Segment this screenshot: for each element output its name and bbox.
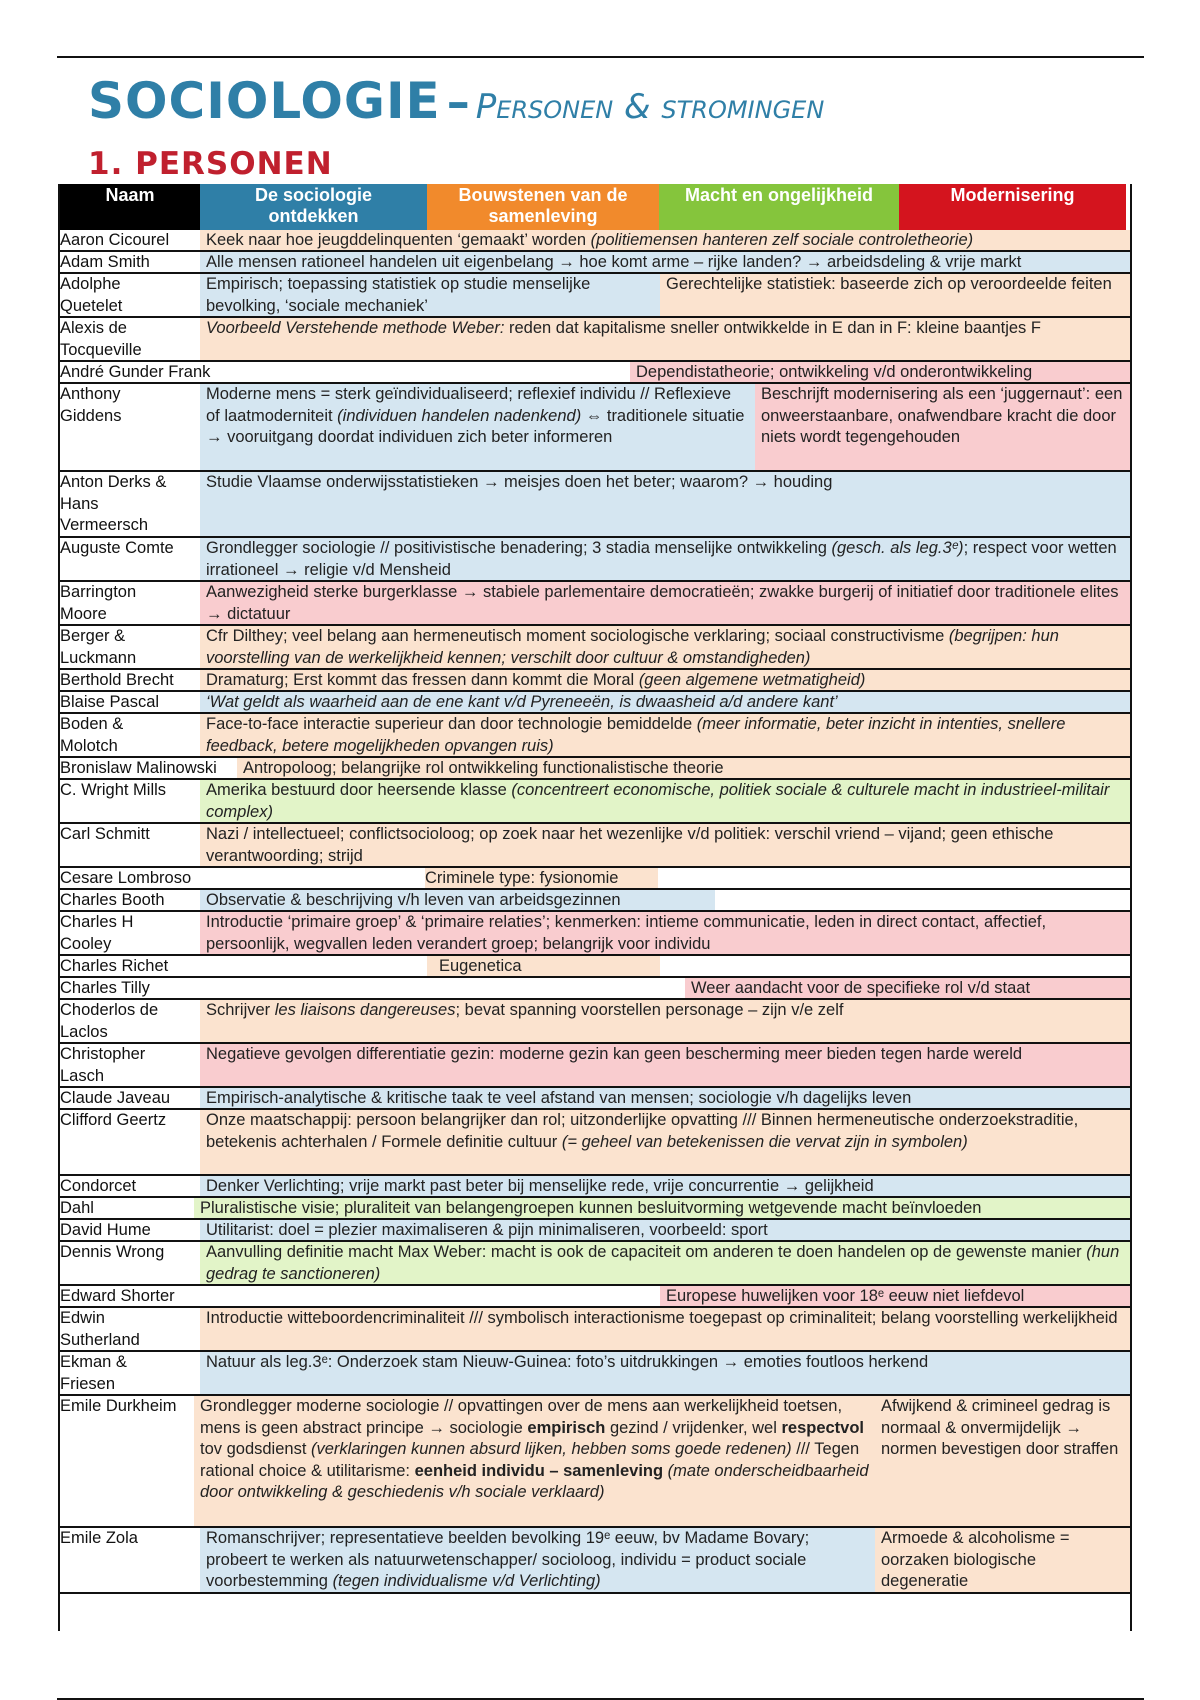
row-cell xyxy=(200,714,1130,756)
cell-text: Empirisch-analytische & kritische taak te veel afstand van mensen; sociologie v/h dagelijks leven xyxy=(206,1089,912,1107)
table-header xyxy=(60,184,1130,230)
header-macht: Macht en ongelijkheid xyxy=(659,184,899,230)
cell-text: Dramaturg; Erst kommt das fressen dann kommt die Moral xyxy=(206,671,639,689)
cell-text: ⇔ traditionele situatie → vooruitgang doordat individuen zich beter informeren xyxy=(206,406,745,446)
table-row xyxy=(60,1220,1130,1242)
cell-text: Beschrijft modernisering als een ‘juggernaut’: een onweerstaanbare, onafwendbare kracht die door niets wordt tegengehouden xyxy=(761,385,1123,446)
table-row xyxy=(60,1242,1130,1286)
row-cell xyxy=(200,230,1130,250)
table-row xyxy=(60,538,1130,582)
cell-text: Introductie ‘primaire groep’ & ‘primaire relaties’; kenmerken: intieme communicatie, leden in direct contact, affectief, persoonlijk, wegvallen leden verandert groep; belangrijk voor individu xyxy=(206,913,1047,953)
cell-text: (mate onderscheidbaarheid door ontwikkeling & geschiedenis v/h sociale verklaard) xyxy=(200,1461,869,1501)
table-row xyxy=(60,384,1130,472)
cell-text: Eugenetica xyxy=(439,957,522,975)
row-cell xyxy=(630,362,1130,382)
cell-text: tov godsdienst xyxy=(200,1440,311,1458)
table-row xyxy=(60,956,1130,978)
table-row xyxy=(60,780,1130,824)
cell-text: Antropoloog; belangrijke rol ontwikkeling functionalistische theorie xyxy=(243,759,724,777)
person-name: Emile Zola xyxy=(60,1528,200,1592)
cell-text: Schrijver xyxy=(206,1001,275,1019)
table-row xyxy=(60,274,1130,318)
row-cell xyxy=(200,1044,1130,1086)
table-row xyxy=(60,1396,1130,1528)
cell-text: empirisch xyxy=(527,1418,606,1437)
table-row xyxy=(60,252,1130,274)
title-main: SOCIOLOGIE xyxy=(88,72,441,130)
cell-text: Negatieve gevolgen differentiatie gezin: moderne gezin kan geen bescherming meer bieden tegen harde wereld xyxy=(206,1045,1023,1063)
cell-text: Dependistatheorie; ontwikkeling v/d onderontwikkeling xyxy=(636,363,1033,381)
row-cell xyxy=(755,384,1130,470)
cell-text: eenheid individu – samenleving xyxy=(414,1461,664,1480)
person-name: Bronislaw Malinowski xyxy=(60,758,237,778)
person-name: Dennis Wrong xyxy=(60,1242,200,1284)
page-title xyxy=(88,72,824,130)
row-cell xyxy=(200,780,1130,822)
cell-text: Europese huwelijken voor 18ᵉ eeuw niet liefdevol xyxy=(666,1287,1025,1305)
person-name: David Hume xyxy=(60,1220,200,1240)
person-name: Blaise Pascal xyxy=(60,692,200,712)
cell-text: Amerika bestuurd door heersende klasse xyxy=(206,781,512,799)
person-name: Ekman & Friesen xyxy=(60,1352,200,1394)
row-cell xyxy=(200,912,1130,954)
table-row xyxy=(60,582,1130,626)
person-name: Christopher Lasch xyxy=(60,1044,200,1086)
cell-text: (begrijpen: hun voorstelling van de werkelijkheid kennen; verschilt door cultuur & omstandigheden) xyxy=(206,627,1059,667)
table-row xyxy=(60,1528,1130,1594)
person-name: Claude Javeau xyxy=(60,1088,200,1108)
header-bouwstenen: Bouwstenen van de samenleving xyxy=(427,184,659,230)
table-row xyxy=(60,1088,1130,1110)
person-name: Berger & Luckmann xyxy=(60,626,200,668)
cell-text: (hun gedrag te sanctioneren) xyxy=(206,1243,1120,1283)
cell-text: (politiemensen hanteren zelf sociale controletheorie) xyxy=(590,231,974,249)
table-row xyxy=(60,868,1130,890)
table-row xyxy=(60,1044,1130,1088)
row-cell xyxy=(200,1110,1130,1174)
table-row xyxy=(60,758,1130,780)
person-name: Berthold Brecht xyxy=(60,670,200,690)
person-name: Adam Smith xyxy=(60,252,200,272)
row-cell xyxy=(660,274,1130,316)
row-cell xyxy=(194,1396,875,1526)
row-cell xyxy=(200,1352,1130,1394)
cell-text: (concentreert economische, politiek sociale & culturele macht in industrieel-militair complex) xyxy=(206,781,1110,821)
table-row xyxy=(60,890,1130,912)
cell-text: Observatie & beschrijving v/h leven van arbeidsgezinnen xyxy=(206,891,621,909)
row-cell xyxy=(200,824,1130,866)
table-row xyxy=(60,626,1130,670)
table-row xyxy=(60,1110,1130,1176)
cell-text: Denker Verlichting; vrije markt past beter bij menselijke rede, vrije concurrentie → gelijkheid xyxy=(206,1177,874,1195)
table-row xyxy=(60,362,1130,384)
persons-table xyxy=(58,184,1132,1631)
header-naam: Naam xyxy=(60,184,200,230)
header-modernisering: Modernisering xyxy=(899,184,1126,230)
cell-text: Studie Vlaamse onderwijsstatistieken → meisjes doen het beter; waarom? → houding xyxy=(206,473,833,491)
cell-text: (geen algemene wetmatigheid) xyxy=(638,671,866,689)
person-name: Carl Schmitt xyxy=(60,824,200,866)
cell-text: Natuur als leg.3ᵉ: Onderzoek stam Nieuw-Guinea: foto’s uitdrukkingen → emoties foutloos herkend xyxy=(206,1353,929,1371)
cell-text: Criminele type: fysionomie xyxy=(425,869,619,887)
person-name: Boden & Molotch xyxy=(60,714,200,756)
row-cell xyxy=(237,758,1130,778)
table-row xyxy=(60,1286,1130,1308)
cell-text: Romanschrijver; representatieve beelden bevolking 19ᵉ eeuw, bv Madame Bovary; probeert te werken als natuurwetenschapper/ socioloog, individu = product sociale voorbestemming xyxy=(206,1529,810,1590)
row-cell xyxy=(200,626,1130,668)
table-row xyxy=(60,472,1130,538)
person-name: Charles H Cooley xyxy=(60,912,200,954)
cell-text: les liaisons dangereuses xyxy=(274,1001,456,1019)
person-name: Edwin Sutherland xyxy=(60,1308,200,1350)
row-cell xyxy=(200,890,715,910)
row-cell xyxy=(200,1176,1130,1196)
top-rule xyxy=(57,56,1144,58)
row-cell xyxy=(200,274,660,316)
cell-text: reden dat kapitalisme sneller ontwikkelde in E dan in F: kleine baantjes F xyxy=(504,319,1041,337)
table-row xyxy=(60,230,1130,252)
cell-text: Gerechtelijke statistiek: baseerde zich op veroordeelde feiten xyxy=(666,275,1112,293)
cell-text: ‘Wat geldt als waarheid aan de ene kant v/d Pyreneeën, is dwaasheid a/d andere kant’ xyxy=(206,693,838,711)
person-name: Aaron Cicourel xyxy=(60,230,200,250)
row-cell xyxy=(200,1308,1130,1350)
row-cell xyxy=(200,384,755,470)
row-cell xyxy=(194,1198,1130,1218)
table-row xyxy=(60,1198,1130,1220)
cell-text: (verklaringen kunnen absurd lijken, hebben soms goede redenen) xyxy=(311,1440,792,1458)
row-cell xyxy=(200,1242,1130,1284)
person-name: Barrington Moore xyxy=(60,582,200,624)
cell-text: Armoede & alcoholisme = oorzaken biologische degeneratie xyxy=(881,1529,1070,1590)
person-name: Cesare Lombroso xyxy=(60,868,280,888)
table-row xyxy=(60,1308,1130,1352)
row-cell xyxy=(685,978,1130,998)
person-name: Emile Durkheim xyxy=(60,1396,194,1526)
row-cell xyxy=(200,1528,875,1592)
cell-text: Aanvulling definitie macht Max Weber: macht is ook de capaciteit om anderen te doen handelen op de gewenste manier xyxy=(206,1243,1087,1261)
person-name: Alexis de Tocqueville xyxy=(60,318,200,360)
cell-text: Pluralistische visie; pluraliteit van belangengroepen kunnen besluitvorming wetgevende macht beïnvloeden xyxy=(200,1199,982,1217)
cell-text: (tegen individualisme v/d Verlichting) xyxy=(332,1572,601,1590)
row-cell xyxy=(200,670,1130,690)
cell-text: ; bevat spanning voorstellen personage – zijn v/e zelf xyxy=(455,1001,844,1019)
table-row xyxy=(60,692,1130,714)
table-row xyxy=(60,1352,1130,1396)
cell-text: Introductie witteboordencriminaliteit /// symbolisch interactionisme toegepast op criminaliteit; belang voorstelling werkelijkheid xyxy=(206,1309,1118,1327)
cell-text: Nazi / intellectueel; conflictsocioloog; op zoek naar het wezenlijke v/d politiek: verschil vriend – vijand; geen ethische verantwoording; strijd xyxy=(206,825,1054,865)
table-row xyxy=(60,318,1130,362)
person-name: Auguste Comte xyxy=(60,538,200,580)
title-sub: Personen & stromingen xyxy=(475,87,825,127)
cell-text: (individuen handelen nadenkend) xyxy=(337,406,582,425)
cell-text: Cfr Dilthey; veel belang aan hermeneutisch moment sociologische verklaring; sociaal constructivisme xyxy=(206,627,949,645)
row-cell xyxy=(660,1286,1130,1306)
cell-text: respectvol xyxy=(781,1418,865,1437)
row-cell xyxy=(425,868,658,888)
cell-text: (= geheel van betekenissen die vervat zijn in symbolen) xyxy=(561,1132,968,1151)
cell-text: (gesch. als leg.3ᵉ) xyxy=(831,539,964,557)
row-cell xyxy=(875,1396,1130,1526)
person-name: Condorcet xyxy=(60,1176,200,1196)
cell-text: Onze maatschappij: persoon belangrijker dan rol; uitzonderlijke opvatting /// Binnen hermeneutische onderzoekstraditie, betekenis achterhalen / Formele definitie cultuur xyxy=(206,1111,1079,1151)
row-cell xyxy=(200,472,1130,536)
cell-text: Aanwezigheid sterke burgerklasse → stabiele parlementaire democratieën; zwakke burgerij of initiatief door traditionele elites → dictatuur xyxy=(206,583,1119,623)
row-cell xyxy=(875,1528,1130,1592)
person-name: Edward Shorter xyxy=(60,1286,280,1306)
person-name: Choderlos de Laclos xyxy=(60,1000,200,1042)
row-cell xyxy=(200,1000,1130,1042)
row-cell xyxy=(200,1088,1130,1108)
table-row xyxy=(60,1176,1130,1198)
cell-text: Grondlegger moderne sociologie // opvattingen over de mens aan werkelijkheid toetsen, mens is geen abstract principe → sociologie xyxy=(200,1397,843,1437)
cell-text: Face-to-face interactie superieur dan door technologie bemiddelde xyxy=(206,715,697,733)
table-row xyxy=(60,1000,1130,1044)
title-dash: – xyxy=(446,75,470,129)
row-cell xyxy=(427,956,660,976)
table-row xyxy=(60,714,1130,758)
table-row xyxy=(60,978,1130,1000)
cell-text: Voorbeeld Verstehende methode Weber: xyxy=(206,319,505,337)
cell-text: (meer informatie, beter inzicht in intenties, snellere feedback, betere mogelijkheden opvangen ruis) xyxy=(206,715,1066,755)
person-name: Charles Booth xyxy=(60,890,200,910)
table-row xyxy=(60,670,1130,692)
cell-text: Utilitarist: doel = plezier maximaliseren & pijn minimaliseren, voorbeeld: sport xyxy=(206,1221,768,1239)
person-name: Anthony Giddens xyxy=(60,384,200,470)
cell-text: Empirisch; toepassing statistiek op studie menselijke bevolking, ‘sociale mechaniek’ xyxy=(206,275,591,315)
cell-text: Afwijkend & crimineel gedrag is normaal & onvermijdelijk → normen bevestigen door straffen xyxy=(881,1397,1119,1458)
row-cell xyxy=(200,538,1130,580)
cell-text: gezind / vrijdenker, wel xyxy=(605,1418,782,1437)
row-cell xyxy=(200,692,1130,712)
cell-text: Keek naar hoe jeugddelinquenten ‘gemaakt’ worden xyxy=(206,231,591,249)
person-name: Charles Richet xyxy=(60,956,280,976)
person-name: Charles Tilly xyxy=(60,978,280,998)
person-name: Dahl xyxy=(60,1198,194,1218)
table-row xyxy=(60,824,1130,868)
cell-text: ; respect voor wetten irrationeel → religie v/d Mensheid xyxy=(206,539,1117,579)
person-name: Anton Derks & Hans Vermeersch xyxy=(60,472,200,536)
person-name: André Gunder Frank xyxy=(60,362,280,382)
cell-text: Weer aandacht voor de specifieke rol v/d staat xyxy=(691,979,1031,997)
row-cell xyxy=(200,318,1130,360)
row-cell xyxy=(200,1220,1130,1240)
cell-text: Moderne mens = sterk geïndividualiseerd; reflexief individu // Reflexieve of laatmoderniteit xyxy=(206,385,732,425)
person-name: Clifford Geertz xyxy=(60,1110,200,1174)
header-sociologie-ontdekken: De sociologie ontdekken xyxy=(200,184,427,230)
section-heading: 1. PERSONEN xyxy=(88,146,333,182)
row-cell xyxy=(200,582,1130,624)
person-name: Adolphe Quetelet xyxy=(60,274,200,316)
cell-text: Grondlegger sociologie // positivistische benadering; 3 stadia menselijke ontwikkeling xyxy=(206,539,832,557)
person-name: C. Wright Mills xyxy=(60,780,200,822)
table-row xyxy=(60,912,1130,956)
cell-text: Alle mensen rationeel handelen uit eigenbelang → hoe komt arme – rijke landen? → arbeidsdeling & vrije markt xyxy=(206,253,1022,271)
cell-text: /// Tegen rational choice & utilitarisme: xyxy=(200,1440,860,1480)
row-cell xyxy=(200,252,1130,272)
